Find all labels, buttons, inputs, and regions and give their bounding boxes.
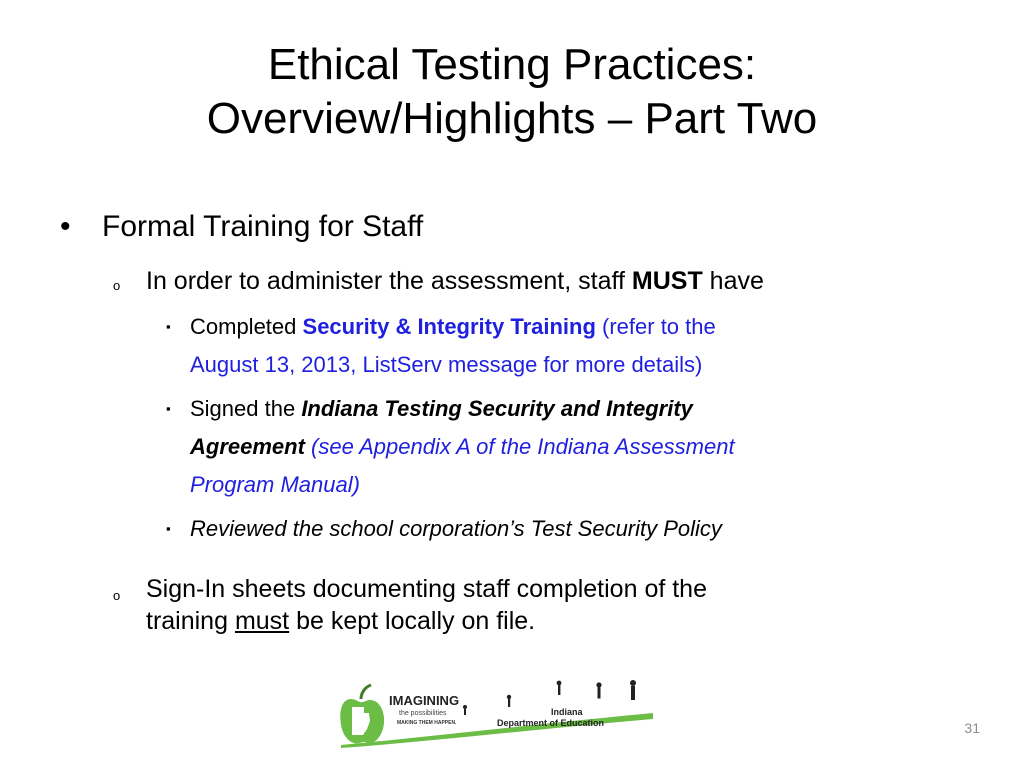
imagining-title: IMAGINING	[389, 693, 460, 708]
imagining-subtitle: the possibilities	[399, 710, 447, 717]
indiana-doe-logo	[337, 677, 655, 749]
slide-title-line-2: Overview/Highlights – Part Two	[206, 94, 818, 143]
agreement-title-line-1: Indiana Testing Security and Integrity	[301, 396, 693, 421]
must-emphasis: MUST	[631, 267, 703, 295]
doe-logo-indiana: Indiana	[551, 707, 583, 717]
slide-title-line-1: Ethical Testing Practices:	[267, 40, 757, 89]
square-bullet: ▪	[166, 521, 171, 536]
sub-bullet-administer	[146, 265, 764, 297]
sub-bullet-circle: o	[113, 278, 121, 293]
imagining-tagline: MAKING THEM HAPPEN.	[397, 720, 457, 726]
apple-icon	[340, 685, 384, 743]
page-number: 31	[964, 720, 980, 736]
item-signed-agreement	[190, 389, 693, 429]
listserv-note-line-2: August 13, 2013, ListServ message for more details)	[190, 352, 703, 377]
growth-figures-icon	[463, 680, 636, 715]
appendix-note-line-1: (see Appendix A of the Indiana Assessment	[304, 434, 735, 459]
footer-logo	[337, 677, 655, 749]
must-underlined: must	[234, 607, 290, 635]
doe-logo-department: Department of Education	[497, 718, 605, 728]
slide-title	[0, 38, 1024, 146]
item-completed-prefix: Completed	[190, 314, 303, 339]
sign-in-line-2-start: training	[146, 607, 235, 635]
square-bullet: ▪	[166, 401, 171, 416]
sign-in-sheets-line-2	[146, 605, 535, 637]
sign-in-line-2-end: be kept locally on file.	[289, 607, 536, 635]
item-completed-training	[190, 307, 716, 347]
bullet-dot: •	[60, 210, 71, 243]
sign-in-sheets-line-1: Sign-In sheets documenting staff completion of the	[146, 575, 707, 603]
bullet-formal-training: Formal Training for Staff	[102, 210, 424, 243]
sub-bullet-administer-end: have	[702, 267, 764, 295]
appendix-note-line-2: Program Manual)	[190, 472, 360, 497]
item-signed-prefix: Signed the	[190, 396, 302, 421]
item-signed-line-2	[190, 427, 735, 467]
agreement-title-line-2: Agreement	[190, 434, 305, 459]
security-integrity-training: Security & Integrity Training	[302, 314, 596, 339]
listserv-note-line-1: (refer to the	[595, 314, 716, 339]
square-bullet: ▪	[166, 319, 171, 334]
sub-bullet-circle: o	[113, 588, 121, 603]
sub-bullet-administer-text: In order to administer the assessment, staff	[146, 267, 632, 295]
item-reviewed-policy: Reviewed the school corporation’s Test Security Policy	[190, 516, 722, 541]
